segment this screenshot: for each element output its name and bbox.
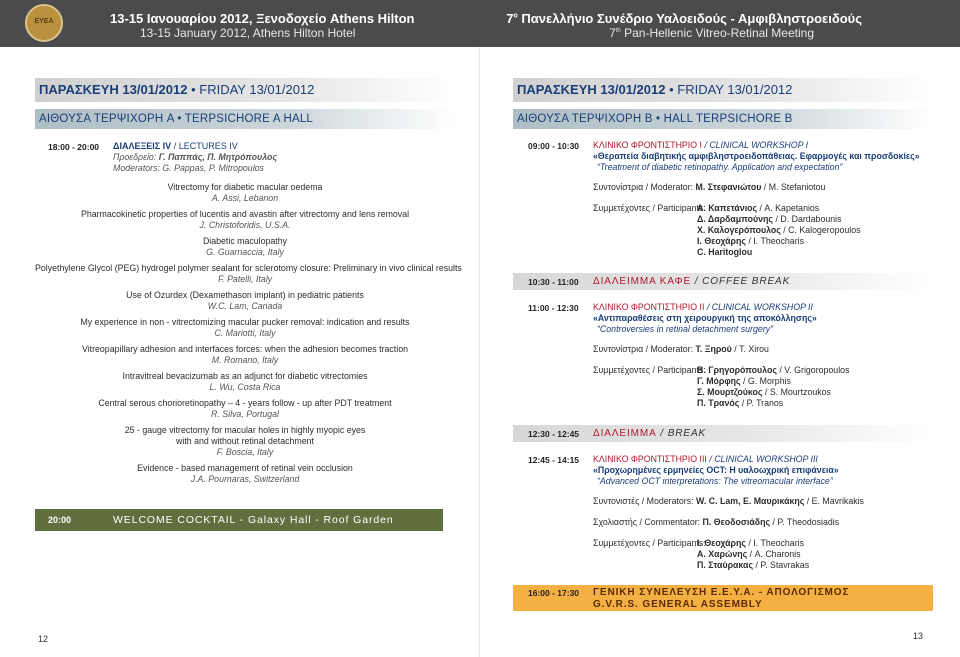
logo-text: ΕΥΕΑ bbox=[34, 18, 54, 25]
coffee-break-band bbox=[513, 273, 933, 290]
right-day-band bbox=[513, 78, 933, 102]
workshop3-moderators bbox=[593, 496, 864, 507]
participant bbox=[697, 376, 849, 387]
welcome-cocktail-bar bbox=[35, 509, 443, 531]
page-number-left: 12 bbox=[38, 634, 49, 644]
participant-en: / D. Dardabounis bbox=[773, 214, 842, 224]
participant-gr: Γ. Μόρφης bbox=[697, 376, 741, 386]
break-title-en: / BREAK bbox=[656, 428, 707, 439]
header-bar bbox=[0, 0, 960, 47]
bullet: • bbox=[665, 82, 678, 97]
lecture-item bbox=[35, 463, 455, 490]
lecture-item bbox=[35, 236, 455, 263]
participant-gr: Δ. Δαρδαμπούνης bbox=[697, 214, 774, 224]
lecture-title: Vitrectomy for diabetic macular oedema bbox=[167, 182, 323, 192]
lecture-title: Central serous chorioretinopathy – 4 - years follow - up after PDT treatment bbox=[98, 398, 392, 408]
workshop3-title bbox=[593, 454, 818, 465]
lecture-title: Pharmacokinetic properties of lucentis and avastin after vitrectomy and lens removal bbox=[80, 209, 410, 219]
participant-en: / I. Theocharis bbox=[745, 538, 804, 548]
commentator-en: / P. Theodosiadis bbox=[770, 517, 840, 527]
workshop2-participants-label: Συμμετέχοντες / Participants: bbox=[593, 365, 706, 375]
lecture-author: C. Mariotti, Italy bbox=[214, 328, 276, 338]
assembly-time: 16:00 - 17:30 bbox=[528, 588, 580, 598]
participant bbox=[697, 203, 861, 214]
workshop2-topic-en: “Controversies in retinal detachment surgery” bbox=[597, 324, 774, 334]
participant bbox=[697, 214, 861, 225]
day-english: FRIDAY 13/01/2012 bbox=[199, 82, 315, 97]
session-title bbox=[113, 141, 238, 152]
workshop3-topic-en: “Advanced OCT interpretations: The vitreomacular interface” bbox=[597, 476, 833, 486]
workshop1-participants bbox=[697, 203, 861, 258]
commentator-label: Σχολιαστής / Commentator: bbox=[593, 517, 703, 527]
session-title-gr: ΔΙΑΛΕΞΕΙΣ IV bbox=[113, 141, 172, 151]
participant-gr: Π. Σταύρακας bbox=[697, 560, 754, 570]
left-day-band bbox=[35, 78, 455, 102]
coffee-title-en: / COFFEE BREAK bbox=[691, 276, 791, 287]
moderators-en: / E. Mavrikakis bbox=[804, 496, 864, 506]
header-right-subtitle bbox=[609, 26, 814, 40]
participant-en: / A. Charonis bbox=[747, 549, 801, 559]
participant bbox=[697, 538, 809, 549]
moderator-gr: Τ. Ξηρού bbox=[695, 344, 732, 354]
workshop1-topic-gr: «Θεραπεία διαβητικής αμφιβληστροειδοπάθειας. Εφαρμογές και προσδοκίες» bbox=[593, 151, 920, 161]
cocktail-title: WELCOME COCKTAIL - Galaxy Hall - Roof Garden bbox=[113, 514, 394, 526]
participant-gr: Α. Καπετάνιος bbox=[697, 203, 758, 213]
coffee-time: 10:30 - 11:00 bbox=[528, 277, 579, 287]
society-logo bbox=[25, 4, 63, 42]
workshop2-time: 11:00 - 12:30 bbox=[528, 303, 579, 313]
lecture-list bbox=[35, 182, 462, 490]
participant-en: / P. Stavrakas bbox=[753, 560, 810, 570]
lecture-author: G. Guarnaccia, Italy bbox=[206, 247, 284, 257]
ordinal: 7 bbox=[506, 11, 514, 26]
coffee-title bbox=[593, 276, 790, 287]
participant bbox=[697, 560, 809, 571]
moderators-names: G. Pappas, P. Mitropoulos bbox=[162, 163, 264, 173]
chairs-english bbox=[113, 163, 264, 174]
participant-gr: C. Haritoglou bbox=[697, 247, 753, 257]
participant-en: / A. Kapetanios bbox=[757, 203, 820, 213]
workshop1-topic-en: “Treatment of diabetic retinopathy. Application and expectation” bbox=[597, 162, 843, 172]
lecture-author: W.C. Lam, Canada bbox=[207, 301, 283, 311]
workshop2-participants bbox=[697, 365, 849, 409]
workshop3-participants bbox=[697, 538, 809, 571]
lecture-author: J. Christoforidis, U.S.A. bbox=[199, 220, 291, 230]
lecture-item bbox=[35, 182, 455, 209]
lecture-author: R. Silva, Portugal bbox=[211, 409, 279, 419]
general-assembly-bar bbox=[513, 585, 933, 611]
day-english: FRIDAY 13/01/2012 bbox=[677, 82, 793, 97]
cocktail-time: 20:00 bbox=[48, 515, 72, 525]
moderator-label: Συντονίστρια / Moderator: bbox=[593, 182, 696, 192]
moderators-gr: W. C. Lam, Ε. Μαυρικάκης bbox=[696, 496, 805, 506]
participant-gr: Σ. Μουρτζούκος bbox=[697, 387, 763, 397]
participant-en: / V. Grigoropoulos bbox=[776, 365, 850, 375]
break-title-gr: ΔΙΑΛΕΙΜΜΑ bbox=[593, 428, 657, 439]
lecture-title: Diabetic maculopathy bbox=[202, 236, 288, 246]
chairs-label: Προεδρείο: bbox=[113, 152, 159, 162]
workshop-title-gr: ΚΛΙΝΙΚΟ ΦΡΟΝΤΙΣΤΗΡΙΟ II bbox=[593, 302, 705, 312]
lecture-item bbox=[35, 209, 455, 236]
moderator-en: / M. Stefaniotou bbox=[761, 182, 826, 192]
lecture-item bbox=[35, 425, 455, 463]
lecture-author: J.A. Pournaras, Switzerland bbox=[190, 474, 300, 484]
lecture-item bbox=[35, 263, 462, 290]
workshop1-time: 09:00 - 10:30 bbox=[528, 141, 580, 151]
moderator-label: Συντονίστρια / Moderator: bbox=[593, 344, 696, 354]
participant-gr: Α. Χαρώνης bbox=[697, 549, 748, 559]
lecture-item bbox=[35, 290, 455, 317]
lecture-author: F. Boscia, Italy bbox=[216, 447, 274, 457]
moderators-label: Συντονιστές / Moderators: bbox=[593, 496, 697, 506]
workshop-title-en: / CLINICAL WORKSHOP III bbox=[706, 454, 818, 464]
lecture-author: A. Assi, Lebanon bbox=[211, 193, 279, 203]
lecture-author: M. Romano, Italy bbox=[211, 355, 279, 365]
workshop3-participants-label: Συμμετέχοντες / Participants: bbox=[593, 538, 706, 548]
workshop2-moderator bbox=[593, 344, 769, 355]
moderator-en: / T. Xirou bbox=[731, 344, 769, 354]
break-title bbox=[593, 428, 706, 439]
workshop1-moderator bbox=[593, 182, 825, 193]
assembly-title-gr: ΓΕΝΙΚΗ ΣΥΝΕΛΕΥΣΗ Ε.Ε.Υ.Α. - ΑΠΟΛΟΓΙΣΜΟΣ bbox=[593, 587, 850, 598]
participant-gr: Ι. Θεοχάρης bbox=[697, 236, 746, 246]
participant-en: / C. Kalogeropoulos bbox=[780, 225, 861, 235]
participant-en: / P. Tranos bbox=[739, 398, 784, 408]
meeting-title-gr: Πανελλήνιο Συνέδριο Υαλοειδούς - Αμφιβληστροειδούς bbox=[517, 11, 862, 26]
page-number-right: 13 bbox=[913, 631, 924, 641]
assembly-title-en: G.V.R.S. GENERAL ASSEMBLY bbox=[593, 599, 763, 610]
bullet: • bbox=[187, 82, 200, 97]
workshop-title-gr: ΚΛΙΝΙΚΟ ΦΡΟΝΤΙΣΤΗΡΙΟ I bbox=[593, 140, 702, 150]
lecture-item bbox=[35, 344, 455, 371]
lecture-author: L. Wu, Costa Rica bbox=[209, 382, 281, 392]
workshop3-commentator bbox=[593, 517, 839, 528]
participant-gr: Χ. Καλογερόπουλος bbox=[697, 225, 781, 235]
lecture-item bbox=[35, 398, 455, 425]
commentator-gr: Π. Θεοδοσιάδης bbox=[702, 517, 771, 527]
break-time: 12:30 - 12:45 bbox=[528, 429, 580, 439]
page-spine bbox=[479, 47, 480, 657]
lecture-title: My experience in non - vitrectomizing macular pucker removal: indication and results bbox=[80, 317, 410, 327]
workshop3-topic-gr: «Προχωρημένες ερμηνείες OCT: Η υαλοωχρική επιφάνεια» bbox=[593, 465, 839, 475]
workshop3-time: 12:45 - 14:15 bbox=[528, 455, 580, 465]
participant-en: / S. Mourtzoukos bbox=[762, 387, 831, 397]
workshop1-title bbox=[593, 140, 808, 151]
day-greek: ΠΑΡΑΣΚΕΥΗ 13/01/2012 bbox=[517, 82, 666, 97]
ordinal-suffix: ο bbox=[513, 12, 518, 20]
workshop-title-en: / CLINICAL WORKSHOP II bbox=[704, 302, 813, 312]
lecture-title: Use of Ozurdex (Dexamethason implant) in pediatric patients bbox=[126, 290, 364, 300]
lecture-title: Intravitreal bevacizumab as an adjunct for diabetic vitrectomies bbox=[122, 371, 368, 381]
participant bbox=[697, 398, 849, 409]
participant bbox=[697, 387, 849, 398]
ordinal-suffix: th bbox=[615, 28, 621, 34]
moderators-label: Moderators: bbox=[113, 163, 163, 173]
lecture-title: Evidence - based management of retinal vein occlusion bbox=[137, 463, 353, 473]
workshop-title-gr: ΚΛΙΝΙΚΟ ΦΡΟΝΤΙΣΤΗΡΙΟ III bbox=[593, 454, 707, 464]
lecture-item bbox=[35, 371, 455, 398]
header-left-title: 13-15 Ιανουαρίου 2012, Ξενοδοχείο Athens Hilton bbox=[110, 11, 415, 26]
participant-en: / I. Theocharis bbox=[745, 236, 804, 246]
moderator-gr: Μ. Στεφανιώτου bbox=[695, 182, 762, 192]
header-right-title bbox=[506, 11, 862, 26]
lecture-title: Polyethylene Glycol (PEG) hydrogel polymer sealant for sclerotomy closure: Preliminary in vivo clinical results bbox=[35, 263, 462, 273]
participant bbox=[697, 549, 809, 560]
right-hall-band: ΑΙΘΟΥΣΑ ΤΕΡΨΙΧΟΡΗ B • HALL TERPSICHORE B bbox=[513, 109, 933, 129]
lecture-title-line2: with and without retinal detachment bbox=[176, 436, 314, 446]
participant-gr: Β. Γρηγορόπουλος bbox=[697, 365, 777, 375]
lecture-title: Vitreopapillary adhesion and interfaces forces: when the adhesion becomes traction bbox=[81, 344, 408, 354]
participant bbox=[697, 225, 861, 236]
participant-gr: Ι. Θεοχάρης bbox=[697, 538, 746, 548]
chairs-greek bbox=[113, 152, 277, 163]
workshop-title-en: / CLINICAL WORKSHOP I bbox=[701, 140, 809, 150]
participant-gr: Π. Τρανός bbox=[697, 398, 740, 408]
participant-en: / G. Morphis bbox=[740, 376, 791, 386]
header-left-subtitle: 13-15 January 2012, Athens Hilton Hotel bbox=[140, 26, 356, 40]
workshop2-topic-gr: «Αντιπαραθέσεις στη χειρουργική της αποκόλλησης» bbox=[593, 313, 817, 323]
break-band bbox=[513, 425, 933, 442]
workshop1-participants-label: Συμμετέχοντες / Participants: bbox=[593, 203, 706, 213]
day-greek: ΠΑΡΑΣΚΕΥΗ 13/01/2012 bbox=[39, 82, 188, 97]
session-time: 18:00 - 20:00 bbox=[48, 142, 100, 152]
lecture-author: F. Patelli, Italy bbox=[217, 274, 273, 284]
participant bbox=[697, 236, 861, 247]
chairs-names: Γ. Παππάς, Π. Μητρόπουλος bbox=[158, 152, 278, 162]
left-hall-band: ΑΙΘΟΥΣΑ ΤΕΡΨΙΧΟΡΗ A • TERPSICHORE A HALL bbox=[35, 109, 455, 129]
meeting-title-en: Pan-Hellenic Vitreo-Retinal Meeting bbox=[620, 26, 814, 40]
participant bbox=[697, 247, 861, 258]
session-title-en: / LECTURES IV bbox=[171, 141, 238, 151]
ordinal: 7 bbox=[609, 26, 616, 40]
lecture-title: 25 - gauge vitrectomy for macular holes in highly myopic eyes bbox=[124, 425, 366, 435]
lecture-item bbox=[35, 317, 455, 344]
coffee-title-gr: ΔΙΑΛΕΙΜΜΑ ΚΑΦΕ bbox=[593, 276, 692, 287]
participant bbox=[697, 365, 849, 376]
workshop2-title bbox=[593, 302, 813, 313]
